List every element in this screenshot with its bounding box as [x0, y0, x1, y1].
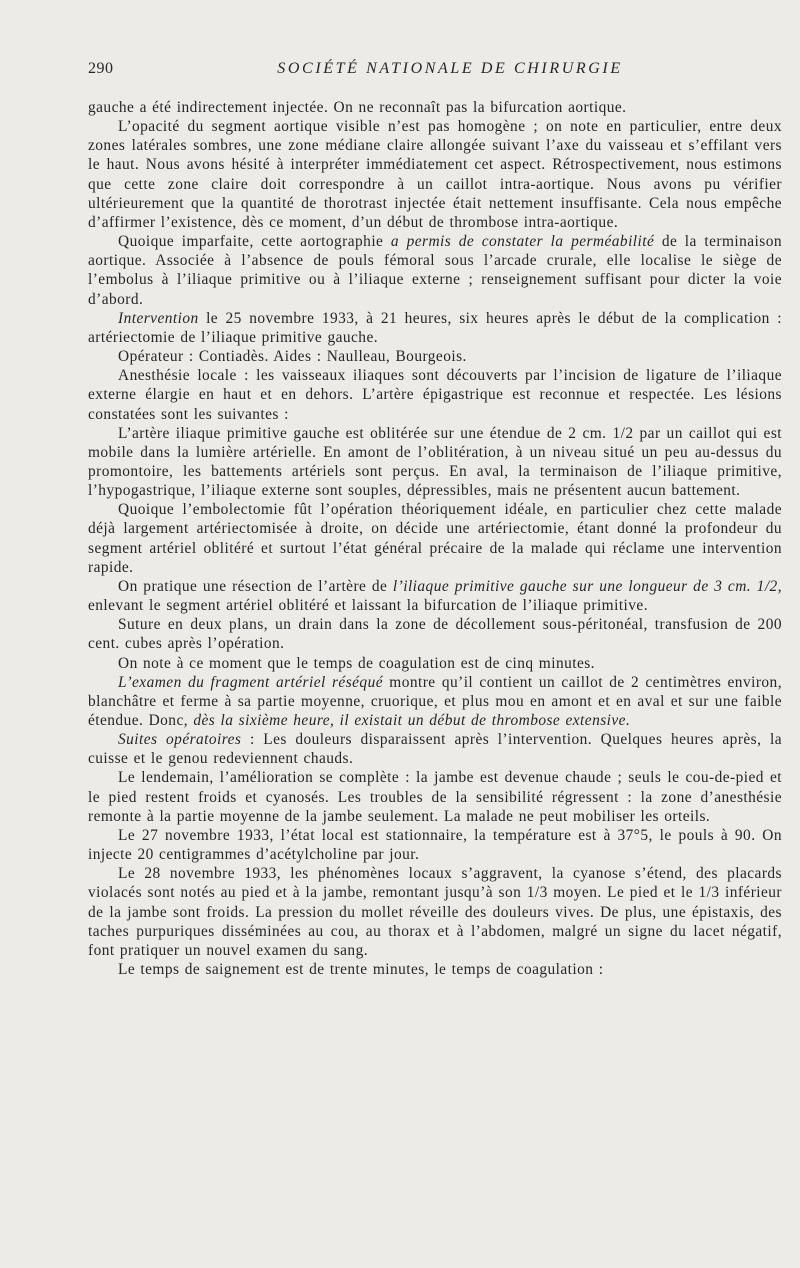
text-run: montre qu’il contient un caillot de 2 centimètres environ, blanchâtre et ferme à sa partie moyenne, cruorique, et plus mou en amont et en aval et sur une faible étendue. Donc, [88, 673, 782, 729]
paragraph [88, 347, 782, 366]
text-run: gauche a été indirectement injectée. On ne reconnaît pas la bifurcation aortique. [88, 99, 627, 116]
paragraph [88, 577, 782, 615]
text-run: On pratique une résection de l’artère de [118, 577, 393, 595]
paragraph [88, 117, 782, 232]
text-run: : Les douleurs disparaissent après l’intervention. Quelques heures après, la cuisse et le genou redeviennent chauds. [88, 731, 782, 768]
paragraph [88, 654, 782, 673]
italic-text: dès la sixième heure, il existait un début de thrombose extensive. [193, 712, 631, 729]
text-run: Le temps de saignement est de trente minutes, le temps de coagulation : [118, 961, 604, 979]
paragraph [88, 864, 782, 960]
paragraph [88, 366, 782, 423]
text-run: Anesthésie locale : les vaisseaux iliaques sont découverts par l’incision de ligature de l’iliaque externe élargie en haut et en dehors. L’artère épigastrique est reconnue et respectée. Les lésions constatées sont les suivantes : [88, 367, 782, 423]
paragraph [88, 730, 782, 768]
paragraph [88, 232, 782, 309]
paragraph [88, 673, 782, 730]
italic-text: a permis de constater la perméabilité [390, 233, 655, 251]
text-run: On note à ce moment que le temps de coagulation est de cinq minutes. [118, 654, 595, 672]
paragraph [88, 98, 782, 117]
text-run: de la terminaison aortique. Associée à l’absence de pouls fémoral sous l’arcade crurale, elle localise le siège de l’embolus à l’iliaque primitive ou à l’iliaque externe ; renseignement suffisant pour dicter la voie d’abord. [88, 233, 782, 308]
paragraph [88, 424, 782, 501]
paragraph [88, 960, 782, 979]
paragraph [88, 309, 782, 347]
paragraph [88, 500, 782, 577]
text-run: Suture en deux plans, un drain dans la zone de décollement sous-péritonéal, transfusion de 200 cent. cubes après l’opération. [88, 616, 782, 653]
text-run: , enlevant le segment artériel oblitéré et laissant la bifurcation de l’iliaque primitive. [88, 577, 782, 615]
text-run: Le 27 novembre 1933, l’état local est stationnaire, la température est à 37°5, le pouls à 90. On injecte 20 centigrammes d’acétylcholine par jour. [88, 826, 782, 864]
paragraph [88, 615, 782, 653]
italic-text: Suites opératoires [118, 731, 242, 749]
text-run: Le 28 novembre 1933, les phénomènes locaux s’aggravent, la cyanose s’étend, des placards violacés sont notés au pied et à la jambe, remontant jusqu’à son 1/3 moyen. Le pied et le 1/3 inférieur de la jambe sont froids. La pression du mollet réveille des douleurs vives. De plus, une épistaxis, des taches purpuriques disséminées au cou, au thorax et à l’abdomen, malgré un signe du lacet négatif, font pratiquer un nouvel examen du sang. [88, 865, 782, 959]
text-run: Quoique imparfaite, cette aortographie [118, 233, 391, 251]
text-run: L’artère iliaque primitive gauche est oblitérée sur une étendue de 2 cm. 1/2 par un caillot qui est mobile dans la lumière artérielle. En amont de l’oblitération, à un niveau situé un peu au-dessus du promontoire, les battements artériels sont perçus. En aval, la terminaison de l’iliaque primitive, l’hypogastrique, l’iliaque externe sont souples, dépressibles, mais ne présentent aucun battement. [88, 424, 782, 500]
italic-text: L’examen du fragment artériel réséqué [118, 673, 384, 691]
text-run: Opérateur : Contiadès. Aides : Naulleau, Bourgeois. [118, 348, 467, 366]
body-text [88, 98, 782, 979]
page-header [88, 60, 782, 82]
text-run: Quoique l’embolectomie fût l’opération théoriquement idéale, en particulier chez cette malade déjà largement artériectomisée à droite, on décide une artériectomie, étant donné la profondeur du segment artériel oblitéré et surtout l’état général précaire de la malade qui réclame une intervention rapide. [88, 501, 782, 576]
paragraph [88, 826, 782, 864]
italic-text: l’iliaque primitive gauche sur une longueur de 3 cm. 1/2 [392, 577, 778, 595]
page-number: 290 [88, 60, 114, 77]
text-run: Le lendemain, l’amélioration se complète : la jambe est devenue chaude ; seuls le cou-de-pied et le pied restent froids et cyanosés. Les troubles de la sensibilité régressent : la zone d’anesthésie remonte à la partie moyenne de la jambe seulement. La malade ne peut mobiliser les orteils. [88, 769, 782, 825]
running-title: SOCIÉTÉ NATIONALE DE CHIRURGIE [277, 60, 623, 77]
text-run: L’opacité du segment aortique visible n’est pas homogène ; on note en particulier, entre deux zones latérales sombres, une zone médiane claire allongée suivant l’axe du vaisseau et s’effilant vers le haut. Nous avons hésité à interpréter immédiatement cet aspect. Rétrospectivement, nous estimons que cette zone claire doit correspondre à un caillot intra-aortique. Nous avons pu vérifier ultérieurement que la quantité de thorotrast injectée était nettement insuffisante. Cela nous empêche d’affirmer l’existence, dès ce moment, d’un début de thrombose intra-aortique. [88, 118, 782, 231]
paragraph [88, 768, 782, 825]
italic-text: Intervention [118, 309, 199, 327]
text-run: le 25 novembre 1933, à 21 heures, six heures après le début de la complication : artériectomie de l’iliaque primitive gauche. [88, 309, 782, 346]
